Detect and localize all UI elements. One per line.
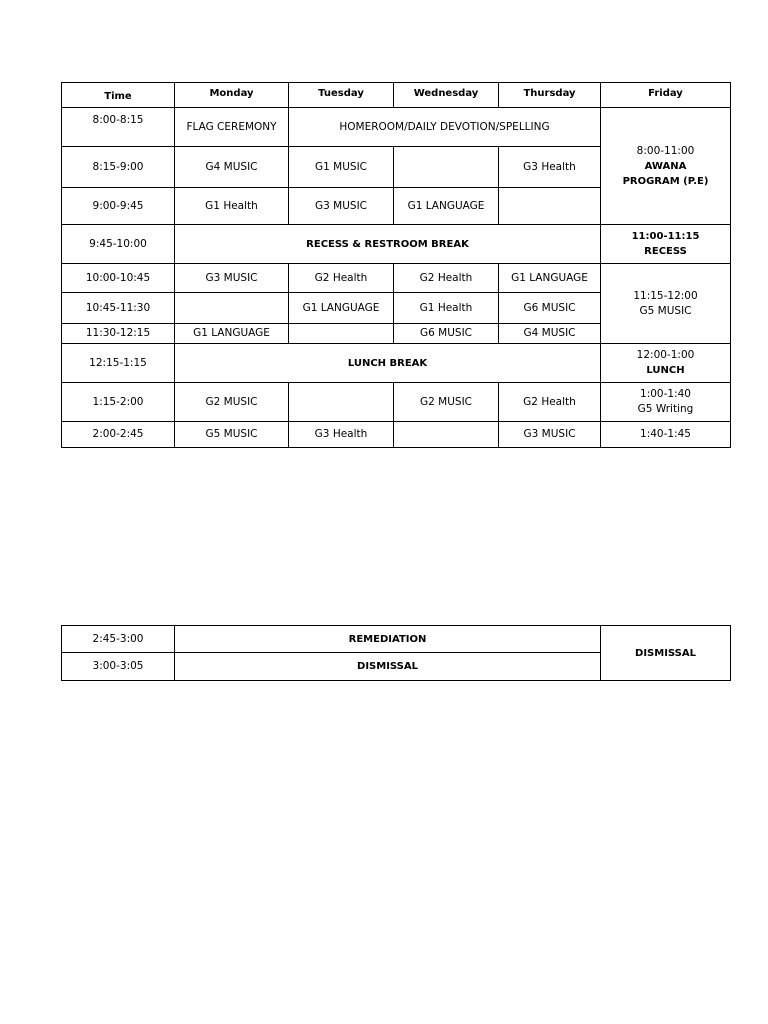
table-row: [62, 264, 731, 293]
schedule-cell: G1 Health: [394, 293, 499, 324]
schedule-cell: [289, 324, 394, 344]
header-wednesday: Wednesday: [394, 83, 499, 108]
schedule-cell: FLAG CEREMONY: [175, 108, 289, 147]
time-cell: 12:15-1:15: [62, 344, 175, 383]
table-row: [62, 383, 731, 422]
schedule-cell: [394, 422, 499, 448]
friday-dismissal-cell: DISMISSAL: [601, 626, 731, 681]
time-cell: 10:00-10:45: [62, 264, 175, 293]
time-cell: 1:15-2:00: [62, 383, 175, 422]
schedule-cell: G2 MUSIC: [394, 383, 499, 422]
header-monday: Monday: [175, 83, 289, 108]
time-cell: 8:15-9:00: [62, 147, 175, 188]
time-cell: 3:00-3:05: [62, 653, 175, 681]
friday-lunch-label: LUNCH: [646, 365, 685, 376]
table-row: [62, 422, 731, 448]
schedule-cell: G4 MUSIC: [499, 324, 601, 344]
friday-music-time: 11:15-12:00: [633, 289, 698, 302]
friday-recess-label: RECESS: [644, 246, 687, 257]
schedule-cell: G3 MUSIC: [175, 264, 289, 293]
afternoon-schedule-table: [61, 625, 731, 681]
schedule-cell: G4 MUSIC: [175, 147, 289, 188]
schedule-cell: G1 LANGUAGE: [394, 188, 499, 225]
schedule-cell: G2 Health: [394, 264, 499, 293]
time-cell: 11:30-12:15: [62, 324, 175, 344]
friday-writing-time: 1:00-1:40: [640, 388, 691, 400]
schedule-cell: G5 MUSIC: [175, 422, 289, 448]
schedule-cell: [499, 188, 601, 225]
table-row: [62, 626, 731, 653]
header-row: [62, 83, 731, 108]
friday-music-label: G5 MUSIC: [639, 304, 692, 317]
friday-writing-label: G5 Writing: [637, 403, 694, 415]
schedule-cell: G2 Health: [289, 264, 394, 293]
time-cell: 8:00-8:15: [62, 108, 175, 147]
table-row: [62, 108, 731, 147]
header-friday: Friday: [601, 83, 731, 108]
schedule-cell: G2 Health: [499, 383, 601, 422]
header-thursday: Thursday: [499, 83, 601, 108]
time-cell: 2:00-2:45: [62, 422, 175, 448]
friday-recess-time: 11:00-11:15: [631, 231, 700, 242]
time-cell: 10:45-11:30: [62, 293, 175, 324]
recess-cell: RECESS & RESTROOM BREAK: [175, 225, 601, 264]
schedule-cell: G6 MUSIC: [394, 324, 499, 344]
schedule-cell: [175, 293, 289, 324]
friday-last-cell: 1:40-1:45: [601, 422, 731, 448]
schedule-cell: [394, 147, 499, 188]
schedule-cell: [289, 383, 394, 422]
dismissal-cell: DISMISSAL: [175, 653, 601, 681]
schedule-cell: G1 Health: [175, 188, 289, 225]
schedule-cell: G2 MUSIC: [175, 383, 289, 422]
friday-lunch-cell: [601, 344, 731, 383]
remediation-cell: REMEDIATION: [175, 626, 601, 653]
schedule-cell: G1 LANGUAGE: [289, 293, 394, 324]
schedule-cell: G3 Health: [289, 422, 394, 448]
table-row: [62, 225, 731, 264]
friday-lunch-time: 12:00-1:00: [636, 349, 695, 361]
schedule-cell: G1 LANGUAGE: [175, 324, 289, 344]
time-cell: 9:45-10:00: [62, 225, 175, 264]
friday-music-cell: [601, 264, 731, 344]
friday-awana-cell: [601, 108, 731, 225]
header-time: Time: [62, 83, 175, 108]
homeroom-cell: HOMEROOM/DAILY DEVOTION/SPELLING: [289, 108, 601, 147]
header-tuesday: Tuesday: [289, 83, 394, 108]
friday-awana-line1: AWANA: [644, 160, 687, 172]
schedule-cell: G6 MUSIC: [499, 293, 601, 324]
schedule-cell: G1 MUSIC: [289, 147, 394, 188]
friday-awana-line2: PROGRAM (P.E): [622, 175, 709, 187]
friday-awana-time: 8:00-11:00: [636, 144, 695, 157]
schedule-cell: G3 MUSIC: [499, 422, 601, 448]
time-cell: 9:00-9:45: [62, 188, 175, 225]
lunch-break-cell: LUNCH BREAK: [175, 344, 601, 383]
table-row: [62, 344, 731, 383]
schedule-cell: G3 Health: [499, 147, 601, 188]
schedule-cell: G3 MUSIC: [289, 188, 394, 225]
schedule-cell: G1 LANGUAGE: [499, 264, 601, 293]
time-cell: 2:45-3:00: [62, 626, 175, 653]
friday-writing-cell: [601, 383, 731, 422]
weekly-schedule-table: [61, 82, 731, 448]
friday-recess-cell: [601, 225, 731, 264]
